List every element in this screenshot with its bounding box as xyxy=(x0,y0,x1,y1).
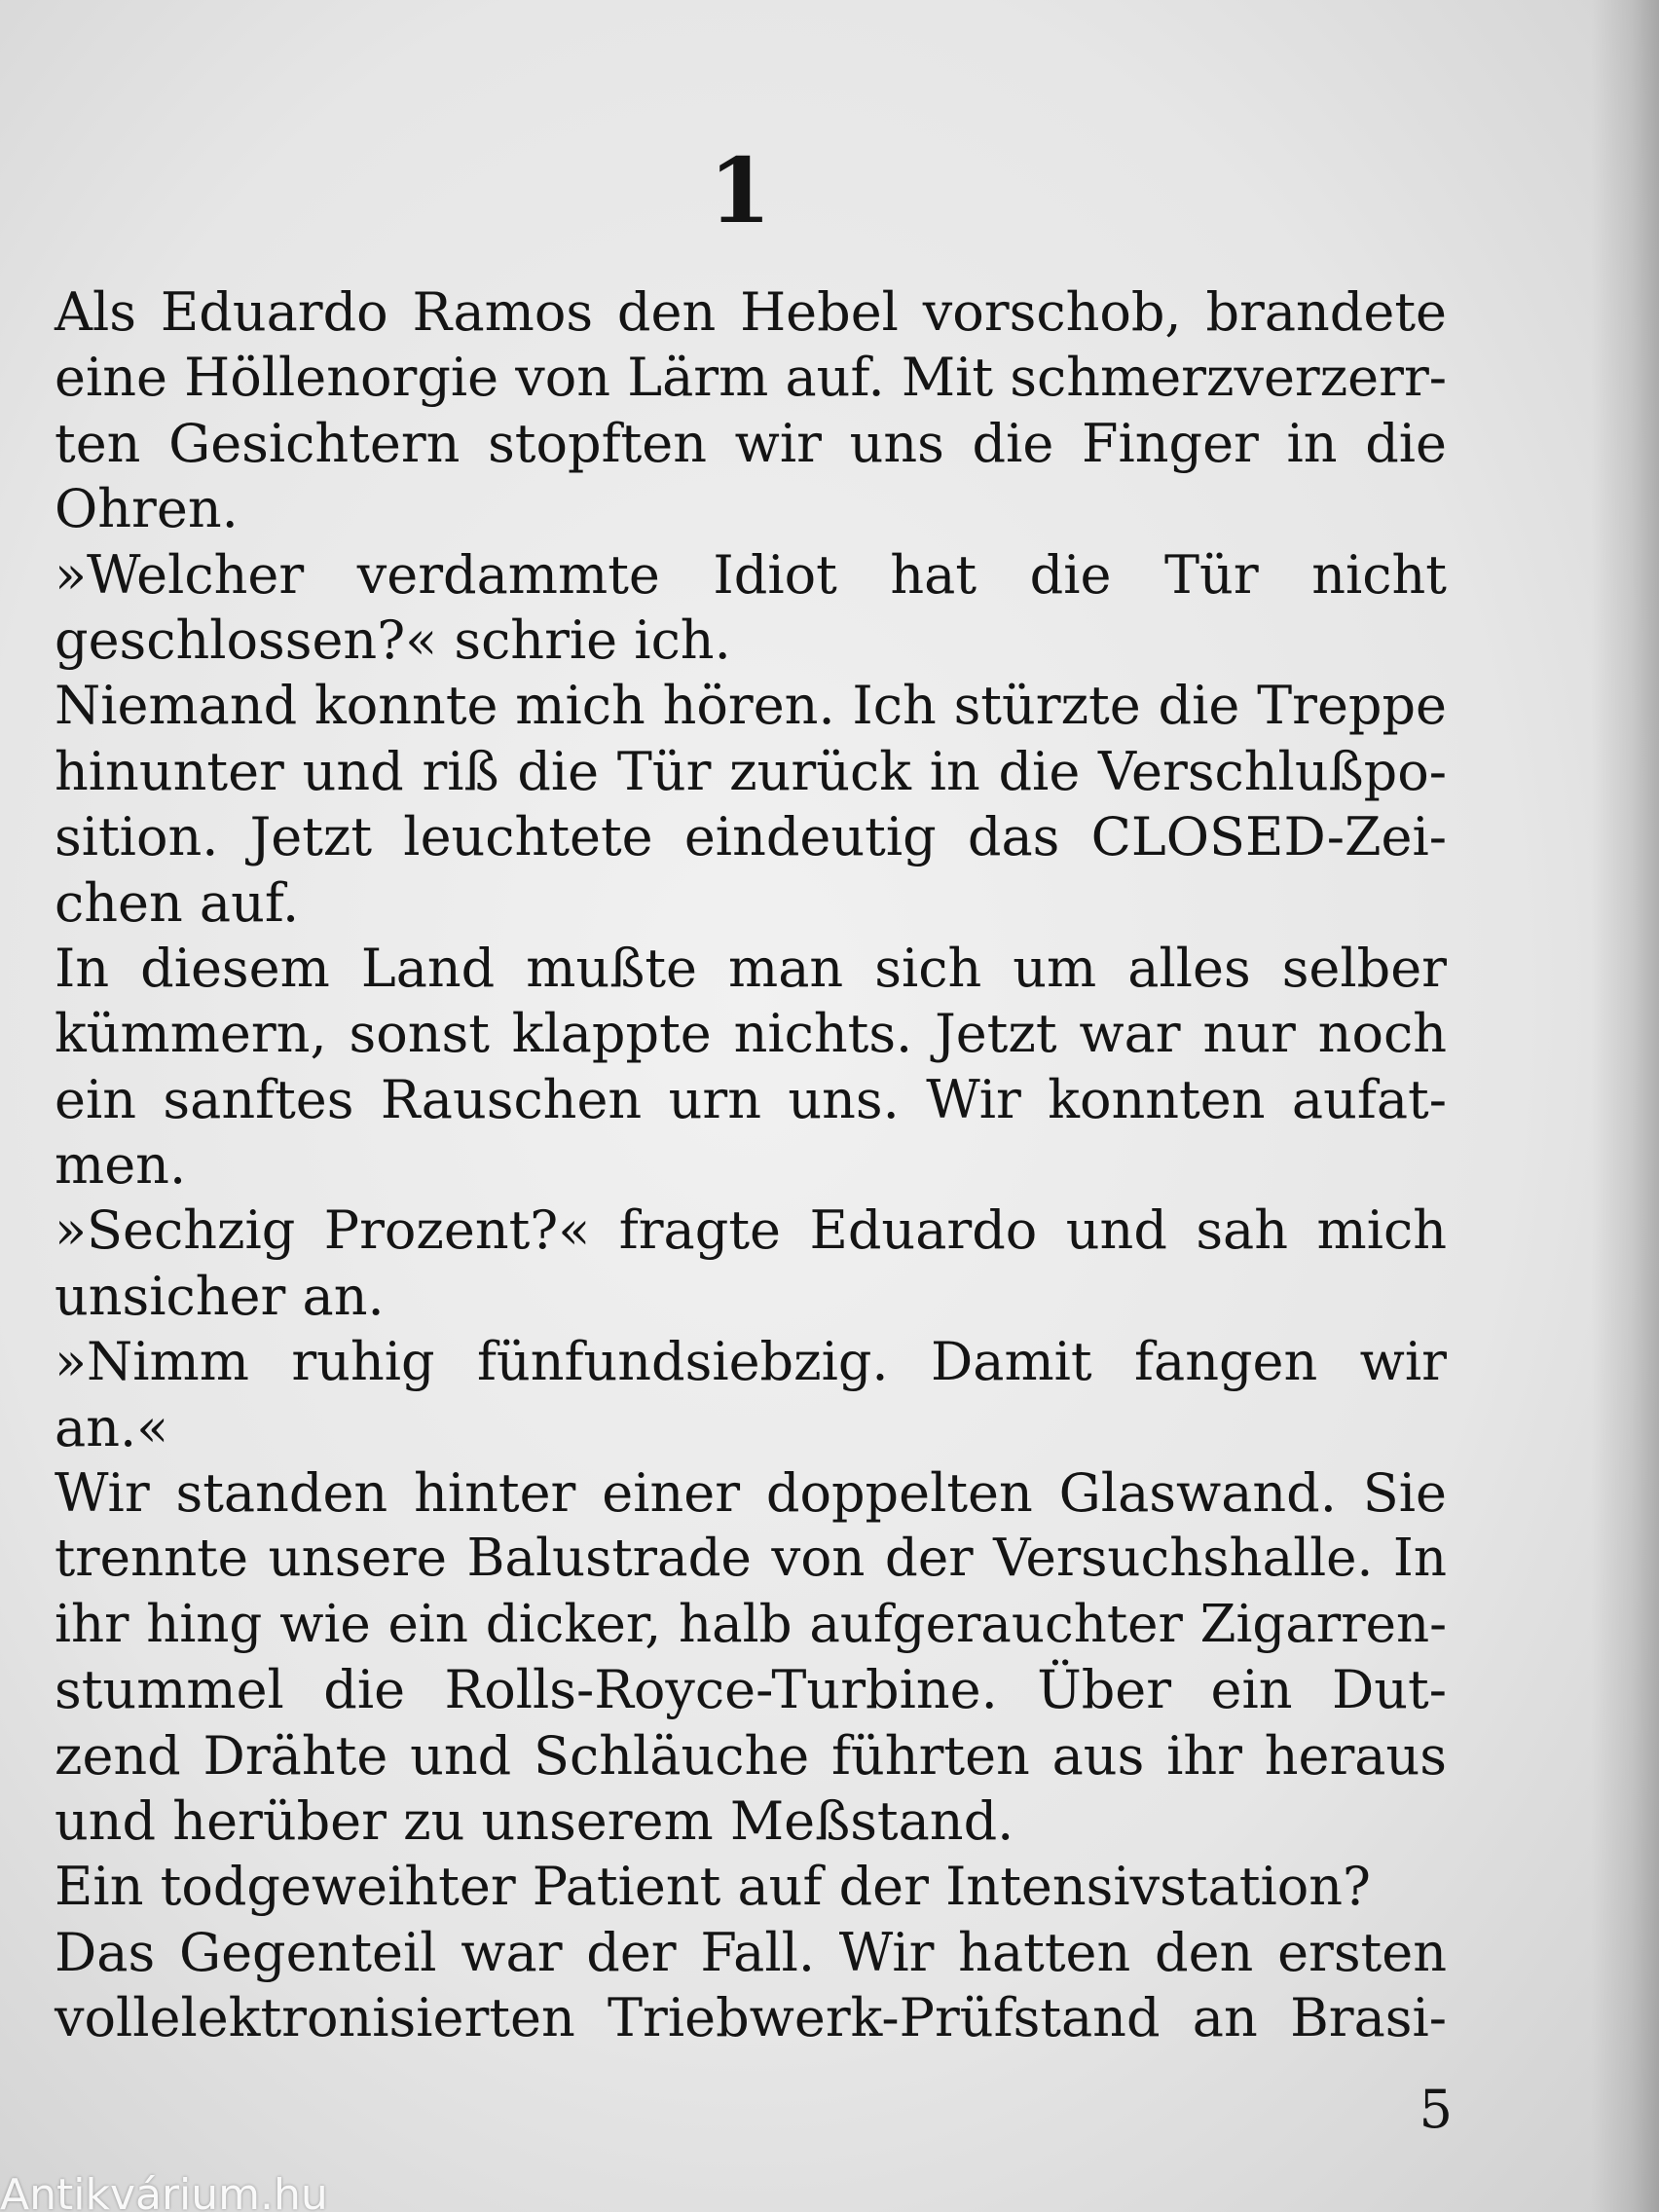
text-line: vollelektronisierten Triebwerk-Prüfstand an Brasi- xyxy=(55,1987,1447,2049)
text-line: stummel die Rolls-Royce-Turbine. Über ein Dut- xyxy=(55,1659,1447,1721)
text-line: unsicher an. xyxy=(55,1265,385,1327)
chapter-number: 1 xyxy=(708,138,771,243)
text-line: geschlossen?« schrie ich. xyxy=(55,608,731,671)
text-line: an.« xyxy=(55,1396,169,1458)
text-line: Ein todgeweihter Patient auf der Intensivstation? xyxy=(55,1856,1371,1918)
text-line: Wir standen hinter einer doppelten Glaswand. Sie xyxy=(55,1462,1447,1525)
text-line: chen auf. xyxy=(55,871,300,934)
text-line: ein sanftes Rauschen urn uns. Wir konnten aufat- xyxy=(55,1068,1447,1130)
text-line: ihr hing wie ein dicker, halb aufgerauchter Zigarren- xyxy=(55,1594,1447,1654)
text-line: Das Gegenteil war der Fall. Wir hatten den ersten xyxy=(55,1921,1447,1983)
text-line: zend Drähte und Schläuche führten aus ihr heraus xyxy=(55,1724,1447,1787)
text-line: ten Gesichtern stopften wir uns die Finger in die xyxy=(55,412,1447,474)
text-line: eine Höllenorgie von Lärm auf. Mit schmerzverzerr- xyxy=(55,347,1447,409)
body-text xyxy=(55,279,1447,2051)
page-number: 5 xyxy=(1419,2079,1453,2140)
text-line: »Nimm ruhig fünfundsiebzig. Damit fangen wir xyxy=(55,1331,1447,1393)
text-line: men. xyxy=(55,1134,187,1197)
text-line: Als Eduardo Ramos den Hebel vorschob, brandete xyxy=(55,281,1447,343)
watermark: Antikvárium.hu xyxy=(0,2170,328,2212)
text-line: »Welcher verdammte Idiot hat die Tür nicht xyxy=(55,543,1447,606)
text-line: sition. Jetzt leuchtete eindeutig das CLOSED-Zei- xyxy=(55,806,1447,868)
text-line: und herüber zu unserem Meßstand. xyxy=(55,1789,1014,1852)
text-line: Ohren. xyxy=(55,478,239,540)
text-line: hinunter und riß die Tür zurück in die Verschlußpo- xyxy=(55,740,1447,802)
text-line: Niemand konnte mich hören. Ich stürzte die Treppe xyxy=(55,675,1447,737)
text-line: trennte unsere Balustrade von der Versuchshalle. In xyxy=(55,1529,1447,1589)
text-line: kümmern, sonst klappte nichts. Jetzt war nur noch xyxy=(55,1003,1447,1065)
text-line: »Sechzig Prozent?« fragte Eduardo und sah mich xyxy=(55,1199,1447,1262)
text-line: In diesem Land mußte man sich um alles selber xyxy=(55,937,1447,999)
